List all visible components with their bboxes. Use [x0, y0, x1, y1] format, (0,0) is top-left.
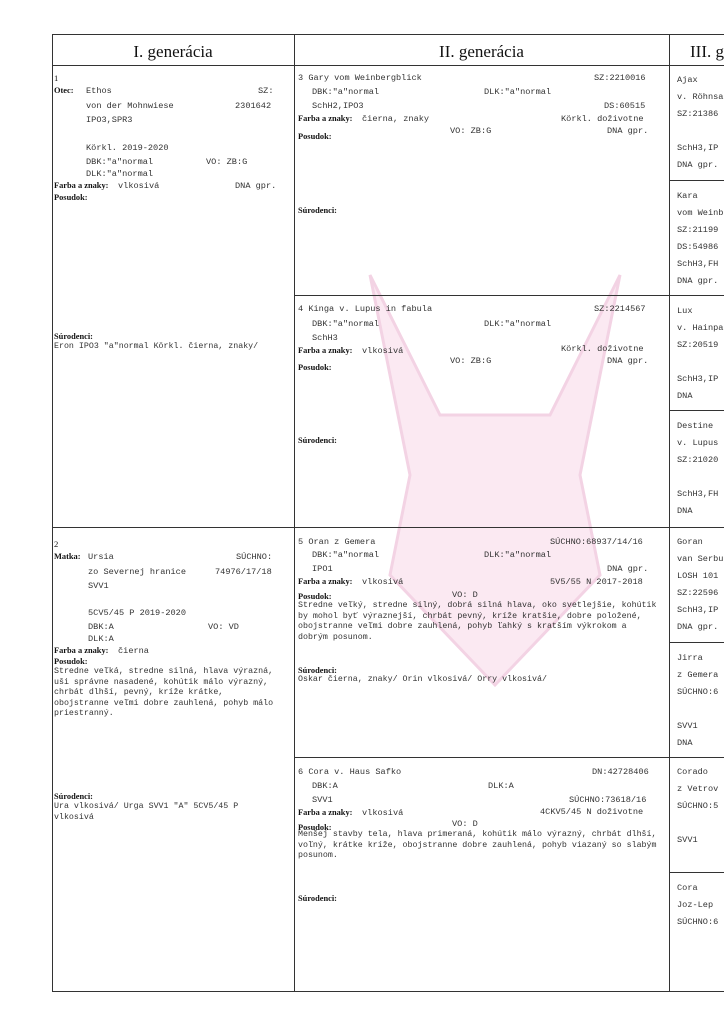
father-titles: IPO3,SPR3: [86, 115, 133, 125]
gen3-3-line: DNA: [677, 391, 693, 401]
gen3-2-line: SZ:21199: [677, 225, 719, 235]
col-divider-2: [669, 34, 670, 992]
gen3-cell-2: [677, 188, 723, 290]
mother-sz-number: 74976/17/18: [215, 567, 272, 577]
gen3-2-line: DS:54986: [677, 242, 719, 252]
mother-vo: VO: VD: [208, 622, 239, 632]
gen3-5-line: DNA gpr.: [677, 622, 719, 632]
father-dbk: DBK:"a"normal: [86, 157, 154, 167]
gen3-1-line: SZ:21386: [677, 109, 719, 119]
gen3-line-2: [669, 295, 724, 296]
gen3-cell-3: [677, 303, 723, 405]
gen2-3-dna: DNA gpr.: [607, 126, 649, 136]
mother-kennel: zo Severnej hranice: [88, 567, 186, 577]
gen3-3-line: [677, 354, 723, 371]
gen3-8-line: Joz-Lep: [677, 900, 714, 910]
gen3-1-line: v. Röhnsa: [677, 92, 724, 102]
gen2-4-farba: vlkosivá: [362, 346, 404, 356]
gen3-4-line: SchH3,FH: [677, 489, 719, 499]
father-label: Otec:: [54, 86, 74, 95]
mother-posudok-label: Posudok:: [54, 657, 88, 666]
gen2-4-surodenci-label: Súrodenci:: [298, 436, 337, 445]
gen3-3-line: v. Hainpa: [677, 323, 724, 333]
gen2-6-dlk: DLK:A: [488, 781, 514, 791]
mother-number: 2: [54, 539, 59, 549]
gen2-6-number: 6: [298, 767, 304, 777]
gen3-7-line: [677, 815, 718, 832]
mother-label: Matka:: [54, 552, 81, 561]
gen2-4-dbk: DBK:"a"normal: [312, 319, 380, 329]
gen2-4-dlk: DLK:"a"normal: [484, 319, 552, 329]
father-korkl: Körkl. 2019-2020: [86, 143, 169, 153]
gen2-4-name: Kinga v. Lupus in fabula: [308, 304, 433, 314]
gen3-2-line: SchH3,FH: [677, 259, 719, 269]
gen2-3-name: Gary vom Weinbergblick: [308, 73, 422, 83]
header-gen1: I. generácia: [133, 42, 213, 61]
gen2-3-header: [298, 72, 422, 84]
gen3-line-4: [669, 527, 724, 528]
gen3-3-line: Lux: [677, 306, 693, 316]
gen2-5-vo: VO: D: [452, 590, 478, 600]
gen2-4-number: 4: [298, 304, 304, 314]
mother-dbk: DBK:A: [88, 622, 114, 632]
gen2-4-titles: SchH3: [312, 333, 338, 343]
gen2-6-korkl: 4CKV5/45 N doživotne: [540, 807, 644, 817]
gen3-6-line: SÚCHNO:6: [677, 687, 719, 697]
gen2-3-farba: čierna, znaky: [362, 114, 430, 124]
gen3-7-line: z Vetrov: [677, 784, 719, 794]
gen2-5-dlk: DLK:"a"normal: [484, 550, 552, 560]
gen2-3-korkl: Körkl. doživotne: [561, 114, 644, 124]
header-gen2: II. generácia: [439, 42, 524, 61]
gen3-cell-8: [677, 880, 718, 931]
frame-left: [52, 34, 53, 992]
gen3-5-line: Goran: [677, 537, 703, 547]
gen2-6-dbk: DBK:A: [312, 781, 338, 791]
gen2-3-ds: DS:60515: [604, 101, 646, 111]
gen2-5-posudok: Stredne veľký, stredne silný, dobrá silná hlava, oko svetlejšie, kohútik by mohol byť výraznejší, chrbát pevný, kríže kratšie, dobre položené, obojstranne veľmi dobre zauhlená, pohyb ľahký s kratším výkrokom a dobrým posunom.: [298, 601, 657, 642]
mother-dlk: DLK:A: [88, 634, 114, 644]
mother-surodenci-label: Súrodenci:: [54, 792, 93, 801]
mother-posudok: Stredne veľká, stredne silná, hlava výrazná, uši správne nasadené, kohútik málo výrazný, chrbát dlhší, pevný, kríže krátke, obojstranne veľmi dobre zauhlená, pohyb málo priestranný.: [54, 667, 274, 719]
gen2-5-name: Oran z Gemera: [308, 537, 376, 547]
gen2-3-number: 3: [298, 73, 304, 83]
gen3-4-line: SZ:21020: [677, 455, 719, 465]
father-dna: DNA gpr.: [235, 181, 277, 191]
mother-korkl: 5CV5/45 P 2019-2020: [88, 608, 186, 618]
gen3-6-line: Jirra: [677, 653, 703, 663]
gen3-6-line: SVV1: [677, 721, 698, 731]
father-number: 1: [54, 73, 59, 83]
mother-surodenci: Ura vlkosivá/ Urga SVV1 "A" 5CV5/45 P vlkosivá: [54, 802, 239, 822]
gen3-2-line: DNA gpr.: [677, 276, 719, 286]
gen3-5-line: SZ:22596: [677, 588, 719, 598]
gen3-5-line: LOSH 101: [677, 571, 719, 581]
mother-farba-label: Farba a znaky:: [54, 646, 109, 655]
gen3-6-line: DNA: [677, 738, 693, 748]
father-sz-number: 2301642: [235, 101, 272, 111]
gen2-3-posudok-label: Posudok:: [298, 132, 332, 141]
mother-name: Ursia: [88, 552, 114, 562]
gen2-4-sz: SZ:2214567: [594, 304, 646, 314]
gen3-line-7: [669, 872, 724, 873]
col-divider-1: [294, 34, 295, 992]
gen2-4-vo: VO: ZB:G: [450, 356, 492, 366]
father-kennel: von der Mohnwiese: [86, 101, 174, 111]
gen3-cell-1: [677, 72, 723, 174]
gen3-7-line: Corado: [677, 767, 708, 777]
gen3-4-line: DNA: [677, 506, 693, 516]
father-name: Ethos: [86, 86, 112, 96]
gen3-6-line: z Gemera: [677, 670, 719, 680]
gen3-line-3: [669, 410, 724, 411]
gen2-4-dna: DNA gpr.: [607, 356, 649, 366]
gen2-4-header: [298, 303, 432, 315]
gen3-7-line: SVV1: [677, 835, 698, 845]
mother-sz-label: SÚCHNO:: [236, 552, 273, 562]
gen3-cell-5: [677, 534, 723, 636]
gen3-8-line: Cora: [677, 883, 698, 893]
gen2-6-titles: SVV1: [312, 795, 333, 805]
gen2-5-farba-label: Farba a znaky:: [298, 577, 353, 586]
gen2-5-surodenci-label: Súrodenci:: [298, 666, 337, 675]
gen3-6-line: [677, 701, 718, 718]
father-surodenci: Eron IPO3 "a"normal Körkl. čierna, znaky/: [54, 342, 259, 351]
gen2-5-dna: DNA gpr.: [607, 564, 649, 574]
gen2-4-posudok-label: Posudok:: [298, 363, 332, 372]
gen3-2-line: Kara: [677, 191, 698, 201]
gen2-6-farba-label: Farba a znaky:: [298, 808, 353, 817]
frame-bottom: [52, 991, 724, 992]
gen2-line-2: [294, 527, 669, 528]
gen3-4-line: v. Lupus: [677, 438, 719, 448]
father-posudok-label: Posudok:: [54, 193, 88, 202]
frame-top: [52, 34, 724, 35]
father-vo: VO: ZB:G: [206, 157, 248, 167]
gen2-5-sz: SÚCHNO:68937/14/16: [550, 537, 643, 547]
gen3-1-line: [677, 123, 723, 140]
gen2-5-header: [298, 536, 375, 548]
gen3-5-line: SchH3,IP: [677, 605, 719, 615]
father-sz-label: SZ:: [258, 86, 274, 96]
gen2-3-farba-label: Farba a znaky:: [298, 114, 353, 123]
gen3-7-line: SÚCHNO:5: [677, 801, 719, 811]
gen2-3-dlk: DLK:"a"normal: [484, 87, 552, 97]
gen3-cell-7: [677, 764, 718, 849]
gen3-1-line: SchH3,IP: [677, 143, 719, 153]
father-farba: vlkosivá: [118, 181, 160, 191]
gen2-5-posudok-label: Posudok:: [298, 592, 332, 601]
gen2-5-number: 5: [298, 537, 304, 547]
gen2-5-korkl: 5V5/55 N 2017-2018: [550, 577, 643, 587]
gen3-4-line: Destine: [677, 421, 714, 431]
gen3-1-line: DNA gpr.: [677, 160, 719, 170]
gen2-4-farba-label: Farba a znaky:: [298, 346, 353, 355]
gen3-8-line: SÚCHNO:6: [677, 917, 719, 927]
gen2-6-farba: vlkosivá: [362, 808, 404, 818]
gen2-6-surodenci-label: Súrodenci:: [298, 894, 337, 903]
gen2-6-header: [298, 766, 401, 778]
gen2-6-name: Cora v. Haus Safko: [308, 767, 402, 777]
gen2-5-farba: vlkosivá: [362, 577, 404, 587]
gen2-3-surodenci-label: Súrodenci:: [298, 206, 337, 215]
gen2-6-suchno: SÚCHNO:73618/16: [569, 795, 647, 805]
gen2-6-vo: VO: D: [452, 819, 478, 829]
gen3-line-6: [669, 757, 724, 758]
gen2-3-titles: SchH2,IPO3: [312, 101, 364, 111]
gen2-6-posudok: Menšej stavby tela, hlava primeraná, kohútik málo výrazný, chrbát dlhší, voľný, krátke kríže, obojstranne dobre zauhlená, pohyb viazaný so slabým posunom.: [298, 830, 657, 861]
gen3-5-line: van Serbu: [677, 554, 724, 564]
gen3-line-1: [669, 180, 724, 181]
gen3-cell-4: [677, 418, 718, 520]
gen3-1-line: Ajax: [677, 75, 698, 85]
gen3-line-5: [669, 642, 724, 643]
gen3-3-line: SZ:20519: [677, 340, 719, 350]
gen2-3-sz: SZ:2210016: [594, 73, 646, 83]
gen2-3-dbk: DBK:"a"normal: [312, 87, 380, 97]
father-surodenci-label: Súrodenci:: [54, 332, 93, 341]
gen3-cell-6: [677, 650, 718, 752]
gen1-mid-line: [52, 527, 295, 528]
header-bottom-line: [52, 65, 724, 66]
gen2-6-posudok-label: Posudok:: [298, 823, 332, 832]
father-farba-label: Farba a znaky:: [54, 181, 109, 190]
gen2-line-1: [294, 295, 669, 296]
father-dlk: DLK:"a"normal: [86, 169, 154, 179]
gen3-2-line: vom Weinb: [677, 208, 724, 218]
header-gen3: III. g: [690, 42, 724, 61]
gen3-4-line: [677, 469, 718, 486]
gen2-line-3: [294, 757, 669, 758]
gen3-3-line: SchH3,IP: [677, 374, 719, 384]
gen2-5-dbk: DBK:"a"normal: [312, 550, 380, 560]
gen2-5-titles: IPO1: [312, 564, 333, 574]
gen2-6-sz: DN:42728406: [592, 767, 649, 777]
gen2-4-korkl: Körkl. doživotne: [561, 344, 644, 354]
gen2-3-vo: VO: ZB:G: [450, 126, 492, 136]
mother-farba: čierna: [118, 646, 149, 656]
mother-titles: SVV1: [88, 581, 109, 591]
gen2-5-surodenci: Oskar čierna, znaky/ Orin vlkosivá/ Orry vlkosivá/: [298, 675, 547, 684]
